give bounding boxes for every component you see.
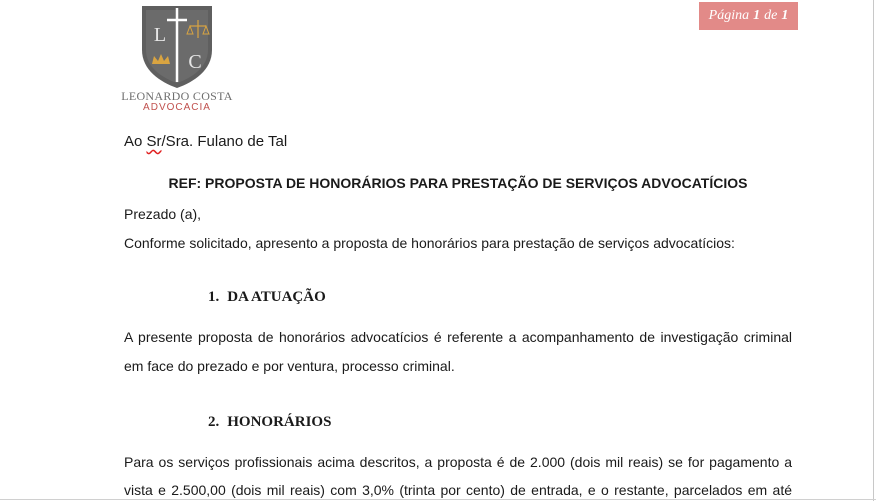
page-total: 1 xyxy=(781,8,789,23)
paragraph-line: Para os serviços profissionais acima descritos, a proposta é de 2.000 (dois mil reais) se for pagamento a xyxy=(124,454,792,470)
paragraph-line: A presente proposta de honorários advocatícios é referente a acompanhamento de investigação criminal xyxy=(124,329,792,345)
intro-paragraph: Conforme solicitado, apresento a proposta de honorários para prestação de serviços advocatícios: xyxy=(124,235,735,251)
page-indicator xyxy=(699,2,798,30)
page-prefix: Página xyxy=(708,8,750,23)
section-title: HONORÁRIOS xyxy=(227,414,332,430)
page-edge xyxy=(0,499,876,500)
page-separator: de xyxy=(764,8,778,23)
logo-initial-left: L xyxy=(153,24,167,46)
greeting-name: /Sra. Fulano de Tal xyxy=(161,133,288,150)
paragraph-line: vista e 2.500,00 (dois mil reais) com 3,0% (trinta por cento) de entrada, e o restante, parcelados em até xyxy=(124,482,792,498)
greeting-prefix: Ao xyxy=(124,133,147,150)
section-heading xyxy=(208,289,326,306)
spellcheck-flagged-word: Sr xyxy=(146,133,162,150)
page-edge xyxy=(873,0,874,501)
shield-icon xyxy=(140,4,214,88)
salutation: Prezado (a), xyxy=(124,206,202,222)
paragraph-line: em face do prezado e por ventura, processo criminal. xyxy=(124,358,455,374)
logo-name: LEONARDO COSTA xyxy=(121,89,233,103)
section-number: 1. xyxy=(208,289,220,305)
section-title: DA ATUAÇÃO xyxy=(227,289,326,305)
page-current: 1 xyxy=(753,8,761,23)
logo-initial-right: C xyxy=(188,51,202,73)
logo-subtitle: ADVOCACIA xyxy=(143,102,211,113)
law-firm-logo xyxy=(118,4,236,116)
greeting xyxy=(124,132,287,152)
section-number: 2. xyxy=(208,414,220,430)
reference-title: REF: PROPOSTA DE HONORÁRIOS PARA PRESTAÇÃO DE SERVIÇOS ADVOCATÍCIOS xyxy=(168,175,748,191)
section-heading xyxy=(208,414,331,431)
